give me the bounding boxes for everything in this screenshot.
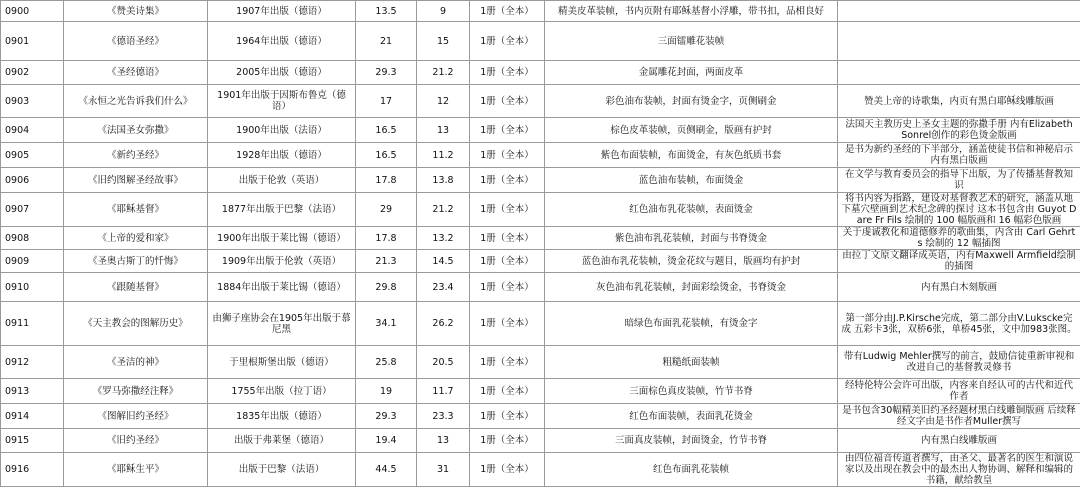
cell-title: 《法国圣女弥撒》	[64, 118, 208, 143]
cell-length: 29.8	[356, 273, 417, 302]
table-row	[1, 379, 1080, 404]
cell-binding: 红色布面装帧，表面乳花烫金	[545, 404, 838, 429]
cell-width: 14.5	[417, 250, 470, 273]
cell-binding: 暗绿色布面乳花装帧，有烫金字	[545, 302, 838, 346]
cell-notes	[838, 61, 1080, 85]
cell-notes	[838, 22, 1080, 61]
cell-volumes: 1册（全本）	[470, 404, 545, 429]
cell-width: 20.5	[417, 346, 470, 379]
cell-publication: 出版于巴黎（法语）	[208, 453, 356, 487]
cell-binding: 紫色布面装帧，布面烫金，有灰色纸质书套	[545, 143, 838, 168]
cell-publication: 于里根斯堡出版（德语）	[208, 346, 356, 379]
cell-publication: 1901年出版于因斯布鲁克（德语）	[208, 85, 356, 118]
cell-publication: 1900年出版于莱比锡（德语）	[208, 227, 356, 250]
cell-length: 17	[356, 85, 417, 118]
cell-publication: 1907年出版（德语）	[208, 1, 356, 22]
cell-binding: 三面棕色真皮装帧，竹节书脊	[545, 379, 838, 404]
cell-length: 19	[356, 379, 417, 404]
cell-length: 17.8	[356, 227, 417, 250]
table-row	[1, 250, 1080, 273]
cell-volumes: 1册（全本）	[470, 85, 545, 118]
cell-volumes: 1册（全本）	[470, 273, 545, 302]
cell-notes: 法国天主教历史上圣女主题的弥撒手册 内有Elizabeth Sonrel创作的彩色烫金版画	[838, 118, 1080, 143]
cell-title: 《新约圣经》	[64, 143, 208, 168]
cell-title: 《赞美诗集》	[64, 1, 208, 22]
catalog-table-body	[1, 1, 1080, 487]
cell-publication: 出版于弗莱堡（德语）	[208, 429, 356, 453]
cell-length: 29.3	[356, 61, 417, 85]
cell-length: 44.5	[356, 453, 417, 487]
cell-length: 19.4	[356, 429, 417, 453]
cell-notes: 带有Ludwig Mehler撰写的前言，鼓励信徒重新审视和改进自己的基督教灵修书	[838, 346, 1080, 379]
cell-title: 《耶稣生平》	[64, 453, 208, 487]
cell-lot-number: 0907	[1, 193, 64, 227]
cell-lot-number: 0913	[1, 379, 64, 404]
cell-title: 《罗马弥撒经注释》	[64, 379, 208, 404]
cell-title: 《旧约圣经》	[64, 429, 208, 453]
cell-lot-number: 0914	[1, 404, 64, 429]
cell-length: 34.1	[356, 302, 417, 346]
cell-lot-number: 0906	[1, 168, 64, 193]
cell-volumes: 1册（全本）	[470, 61, 545, 85]
cell-width: 13	[417, 429, 470, 453]
cell-publication: 1884年出版于莱比锡（德语）	[208, 273, 356, 302]
cell-publication: 1928年出版（德语）	[208, 143, 356, 168]
cell-notes: 内有黑白木刻版画	[838, 273, 1080, 302]
cell-binding: 紫色油布乳花装帧，封面与书脊烫金	[545, 227, 838, 250]
cell-publication: 出版于伦敦（英语）	[208, 168, 356, 193]
cell-title: 《德语圣经》	[64, 22, 208, 61]
cell-width: 26.2	[417, 302, 470, 346]
cell-length: 29.3	[356, 404, 417, 429]
cell-volumes: 1册（全本）	[470, 453, 545, 487]
cell-publication: 1835年出版（德语）	[208, 404, 356, 429]
cell-notes: 由拉丁文原文翻译成英语，内有Maxwell Armfield绘制的插图	[838, 250, 1080, 273]
cell-volumes: 1册（全本）	[470, 143, 545, 168]
table-row	[1, 85, 1080, 118]
cell-notes: 是书为新约圣经的下半部分，涵盖使徒书信和神秘启示 内有黑白版画	[838, 143, 1080, 168]
cell-volumes: 1册（全本）	[470, 168, 545, 193]
cell-publication: 1964年出版（德语）	[208, 22, 356, 61]
cell-binding: 金属雕花封面，两面皮革	[545, 61, 838, 85]
cell-binding: 精美皮革装帧，书内页附有耶稣基督小浮雕，带书扣，品相良好	[545, 1, 838, 22]
cell-notes: 关于虔诚教化和道德修养的歌曲集，内含由 Carl Gehrts 绘制的 12 幅插图	[838, 227, 1080, 250]
cell-volumes: 1册（全本）	[470, 22, 545, 61]
cell-width: 15	[417, 22, 470, 61]
cell-length: 25.8	[356, 346, 417, 379]
cell-title: 《旧约图解圣经故事》	[64, 168, 208, 193]
cell-length: 13.5	[356, 1, 417, 22]
cell-width: 21.2	[417, 61, 470, 85]
cell-notes: 第一部分由J.P.Kirsche完成，第二部分由V.Lukscke完成 五彩卡3张，双桥6张，单桥45张，文中加983张图。	[838, 302, 1080, 346]
cell-lot-number: 0900	[1, 1, 64, 22]
cell-title: 《圣经德语》	[64, 61, 208, 85]
cell-publication: 1755年出版（拉丁语）	[208, 379, 356, 404]
cell-lot-number: 0903	[1, 85, 64, 118]
cell-title: 《圣奥古斯丁的忏悔》	[64, 250, 208, 273]
table-row	[1, 61, 1080, 85]
cell-volumes: 1册（全本）	[470, 1, 545, 22]
cell-lot-number: 0915	[1, 429, 64, 453]
cell-binding: 蓝色油布装帧，布面烫金	[545, 168, 838, 193]
cell-title: 《永恒之光告诉我们什么》	[64, 85, 208, 118]
table-row	[1, 346, 1080, 379]
cell-title: 《上帝的爱和家》	[64, 227, 208, 250]
cell-volumes: 1册（全本）	[470, 379, 545, 404]
cell-width: 13	[417, 118, 470, 143]
cell-lot-number: 0908	[1, 227, 64, 250]
cell-binding: 蓝色油布乳花装帧，烫金花纹与题目，版画均有护封	[545, 250, 838, 273]
cell-width: 11.7	[417, 379, 470, 404]
cell-binding: 棕色皮革装帧，页侧刷金，版画有护封	[545, 118, 838, 143]
cell-length: 29	[356, 193, 417, 227]
cell-publication: 由狮子座协会在1905年出版于慕尼黑	[208, 302, 356, 346]
cell-volumes: 1册（全本）	[470, 346, 545, 379]
cell-length: 17.8	[356, 168, 417, 193]
cell-lot-number: 0912	[1, 346, 64, 379]
table-row	[1, 453, 1080, 487]
cell-notes: 赞美上帝的诗歌集，内页有黑白耶稣线雕版画	[838, 85, 1080, 118]
cell-volumes: 1册（全本）	[470, 250, 545, 273]
cell-width: 11.2	[417, 143, 470, 168]
cell-binding: 彩色油布装帧，封面有烫金字，页侧刷金	[545, 85, 838, 118]
cell-width: 23.4	[417, 273, 470, 302]
cell-title: 《天主教会的图解历史》	[64, 302, 208, 346]
cell-binding: 红色油布乳花装帧，表面烫金	[545, 193, 838, 227]
cell-title: 《耶稣基督》	[64, 193, 208, 227]
cell-length: 21	[356, 22, 417, 61]
cell-binding: 灰色油布乳花装帧，封面彩绘烫金，书脊烫金	[545, 273, 838, 302]
cell-title: 《圣洁的神》	[64, 346, 208, 379]
cell-volumes: 1册（全本）	[470, 227, 545, 250]
table-row	[1, 193, 1080, 227]
cell-lot-number: 0916	[1, 453, 64, 487]
table-row	[1, 302, 1080, 346]
cell-width: 31	[417, 453, 470, 487]
table-row	[1, 1, 1080, 22]
cell-length: 21.3	[356, 250, 417, 273]
table-row	[1, 227, 1080, 250]
cell-lot-number: 0910	[1, 273, 64, 302]
cell-volumes: 1册（全本）	[470, 118, 545, 143]
table-row	[1, 143, 1080, 168]
cell-width: 13.2	[417, 227, 470, 250]
cell-publication: 1900年出版（法语）	[208, 118, 356, 143]
cell-title: 《图解旧约圣经》	[64, 404, 208, 429]
cell-notes: 由四位福音传道者撰写，由圣父、最著名的医生和演说家以及出现在教会中的最杰出人物协调、解释和编辑的书籍，献给教皇	[838, 453, 1080, 487]
cell-volumes: 1册（全本）	[470, 193, 545, 227]
cell-lot-number: 0909	[1, 250, 64, 273]
cell-lot-number: 0904	[1, 118, 64, 143]
cell-publication: 1877年出版于巴黎（法语）	[208, 193, 356, 227]
cell-publication: 2005年出版（德语）	[208, 61, 356, 85]
cell-length: 16.5	[356, 118, 417, 143]
table-row	[1, 273, 1080, 302]
cell-notes	[838, 1, 1080, 22]
cell-lot-number: 0902	[1, 61, 64, 85]
cell-width: 13.8	[417, 168, 470, 193]
cell-volumes: 1册（全本）	[470, 302, 545, 346]
cell-width: 12	[417, 85, 470, 118]
cell-binding: 红色布面乳花装帧	[545, 453, 838, 487]
cell-volumes: 1册（全本）	[470, 429, 545, 453]
table-row	[1, 168, 1080, 193]
cell-width: 23.3	[417, 404, 470, 429]
cell-width: 9	[417, 1, 470, 22]
cell-lot-number: 0911	[1, 302, 64, 346]
cell-notes: 将书内容为指路，建设对基督教艺术的研究，涵盖从地下墓穴壁画到艺术纪念碑的探讨 这本书包含由 Guyot Dare Fr Fils 绘制的 100 幅版画和 16 幅彩色版画	[838, 193, 1080, 227]
table-row	[1, 22, 1080, 61]
cell-publication: 1909年出版于伦敦（英语）	[208, 250, 356, 273]
cell-binding: 三面真皮装帧，封面烫金，竹节书脊	[545, 429, 838, 453]
cell-title: 《跟随基督》	[64, 273, 208, 302]
cell-notes: 是书包含30幅精美旧约圣经题材黑白线雕铜版画 后续释经文字由是书作者Muller撰写	[838, 404, 1080, 429]
cell-width: 21.2	[417, 193, 470, 227]
table-row	[1, 429, 1080, 453]
cell-length: 16.5	[356, 143, 417, 168]
cell-binding: 粗糙纸面装帧	[545, 346, 838, 379]
cell-notes: 在文学与教育委员会的指导下出版，为了传播基督教知识	[838, 168, 1080, 193]
table-row	[1, 118, 1080, 143]
cell-lot-number: 0905	[1, 143, 64, 168]
table-row	[1, 404, 1080, 429]
cell-notes: 经特伦特公会许可出版，内容来自经认可的古代和近代作者	[838, 379, 1080, 404]
cell-lot-number: 0901	[1, 22, 64, 61]
cell-binding: 三面镭雕花装帧	[545, 22, 838, 61]
cell-notes: 内有黑白线雕版画	[838, 429, 1080, 453]
